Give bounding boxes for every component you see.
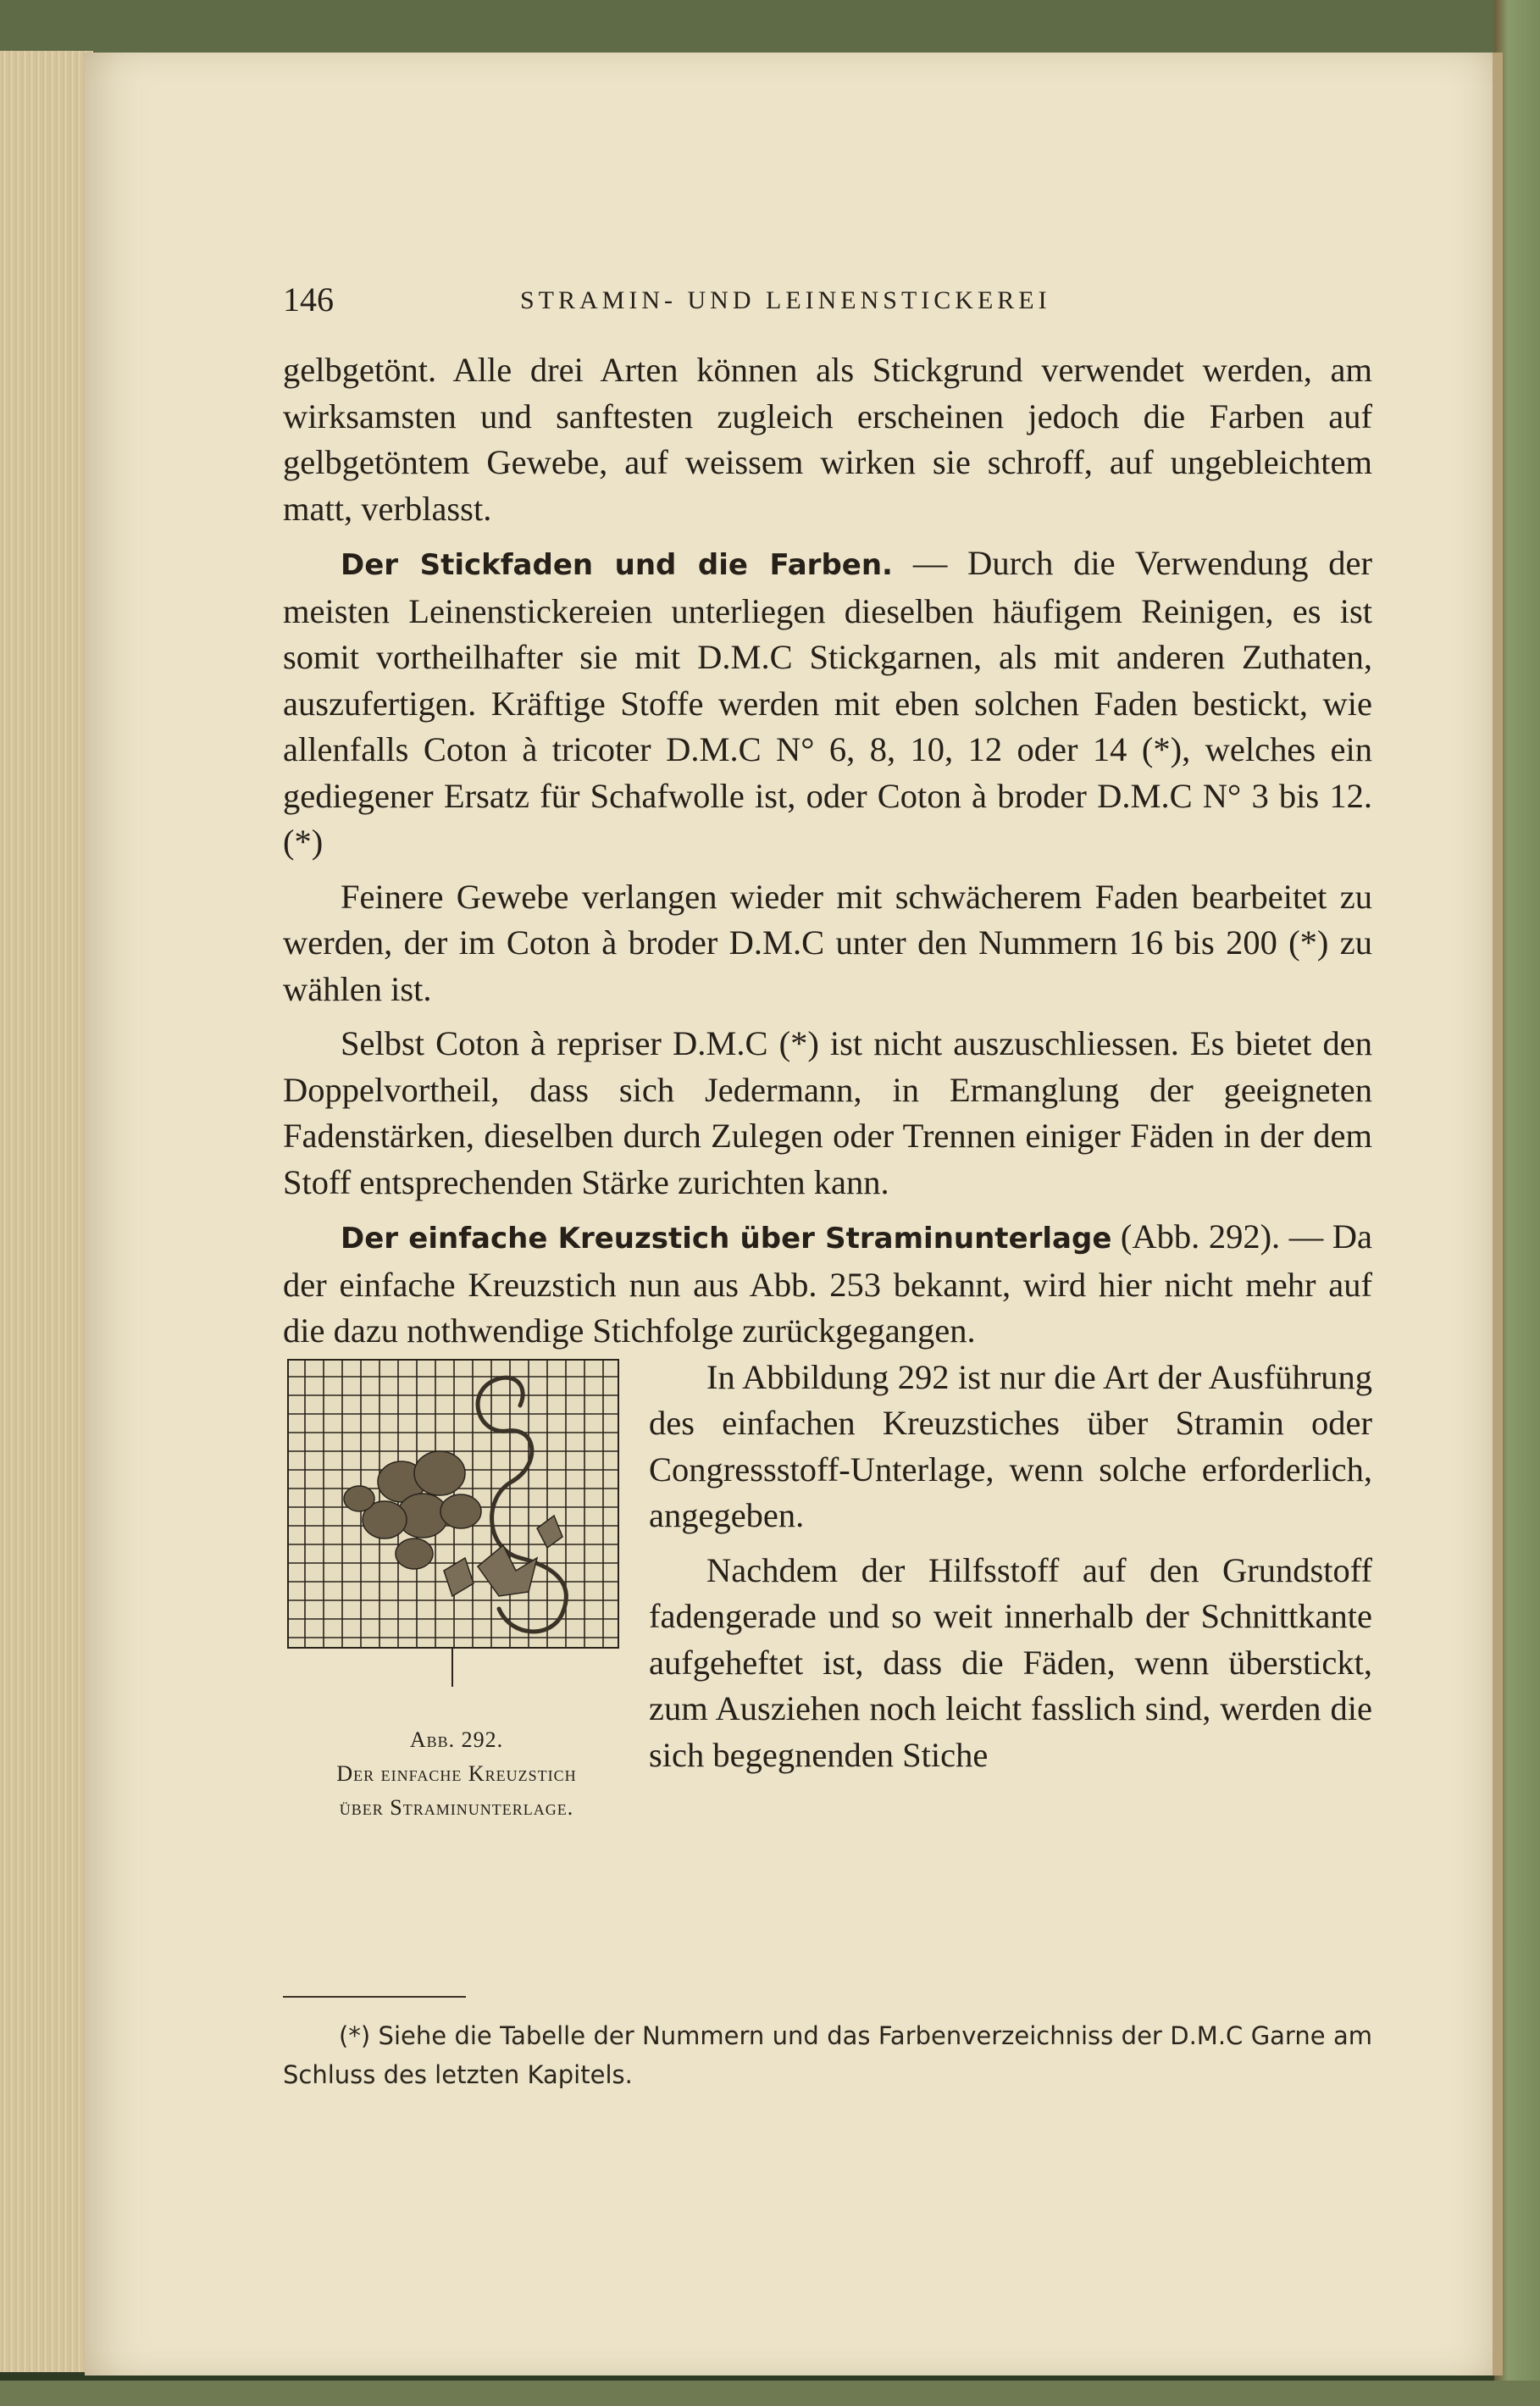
page-header: [283, 280, 1376, 330]
paragraph-5-text: (Abb. 292). — Da der einfache Kreuzstich nun aus Abb. 253 bekannt, wird hier nicht mehr auf die dazu nothwendige Stichfolge zurückgegangen.: [283, 1217, 1372, 1350]
body-text: [283, 347, 1372, 1838]
paragraph-2: [283, 541, 1372, 866]
book-cover-bottom: [0, 2381, 1540, 2406]
paragraph-2-text: — Durch die Verwendung der meisten Leinenstickereien unterliegen dieselben häufigem Reinigen, es ist somit vortheilhafter sie mit D.M.C Stickgarnen, als mit anderen Zuthaten, auszufertigen. Kräftige Stoffe werden mit eben solchen Faden bestickt, wie allenfalls Coton à tricoter D.M.C N° 6, 8, 10, 12 oder 14 (*), welches ein gediegener Ersatz für Schafwolle ist, oder Coton à broder D.M.C N° 3 bis 12. (*): [283, 544, 1372, 861]
page-right-edge: [1493, 53, 1503, 2376]
page-edges: [0, 51, 93, 2372]
footnote: (*) Siehe die Tabelle der Nummern und das Farbenverzeichniss der D.M.C Garne am Schluss des letzten Kapitels.: [283, 2021, 1372, 2089]
paragraph-4: Selbst Coton à repriser D.M.C (*) ist nicht auszuschliessen. Es bietet den Doppelvortheil, dass sich Jedermann, in Ermanglung der geeigneten Fadenstärken, dieselben durch Zulegen oder Trennen einiger Fäden in der dem Stoff entsprechenden Stärke zurichten kann.: [283, 1024, 1372, 1201]
footnote-rule: [283, 1996, 466, 1998]
paragraph-5: [283, 1214, 1372, 1355]
book-cover-top: [0, 0, 1540, 59]
figure-caption-line-2: über Straminunterlage.: [339, 1794, 574, 1820]
paragraph-3: Feinere Gewebe verlangen wieder mit schwächerem Faden bearbeitet zu werden, der im Coton à broder D.M.C unter den Nummern 16 bis 200 (*) zu wählen ist.: [283, 877, 1372, 1008]
paragraph-7: Nachdem der Hilfsstoff auf den Grundstoff fadengerade und so weit innerhalb der Schnittkante aufgeheftet ist, dass die Fäden, wenn überstickt, zum Ausziehen noch leicht fasslich sind, werden die sich begegnenden Stiche: [649, 1550, 1372, 1774]
figure-292: [283, 1355, 630, 1838]
figure-caption: [283, 1723, 630, 1825]
section-heading-stickfaden: Der Stickfaden und die Farben.: [341, 548, 893, 582]
paragraph-1: gelbgetönt. Alle drei Arten können als Stickgrund verwendet werden, am wirksamsten und sanftesten zugleich erscheinen jedoch die Farben auf gelbgetöntem Gewebe, auf weissem wirken sie schroff, auf ungebleichtem matt, verblasst.: [283, 351, 1372, 528]
cross-stitch-illustration: [283, 1355, 630, 1724]
running-head: STRAMIN- UND LEINENSTICKEREI: [520, 286, 1051, 314]
figure-label: Abb. 292.: [409, 1727, 504, 1752]
page-number: 146: [283, 280, 334, 319]
figure-caption-line-1: Der einfache Kreuzstich: [336, 1760, 577, 1786]
paragraph-6: In Abbildung 292 ist nur die Art der Ausführung des einfachen Kreuzstiches über Stramin oder Congressstoff-Unterlage, wenn solche erforderlich, angegeben.: [649, 1357, 1372, 1534]
section-heading-kreuzstich: Der einfache Kreuzstich über Straminunterlage: [341, 1222, 1112, 1256]
